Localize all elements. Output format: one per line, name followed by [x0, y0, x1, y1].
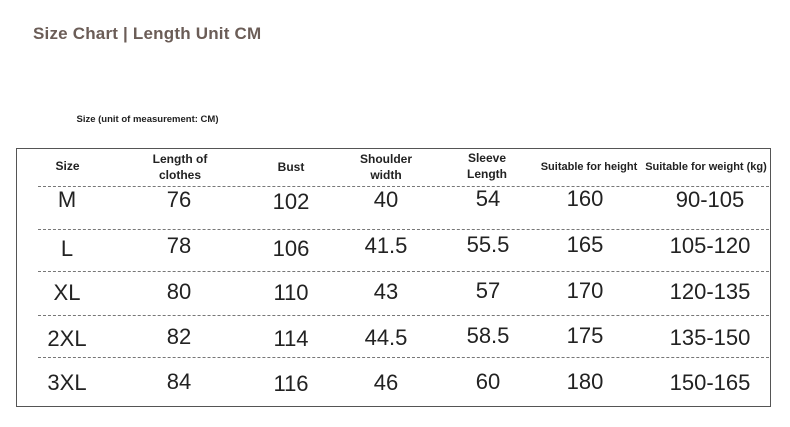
cell-size: XL [53, 280, 81, 305]
header-shoulder: Shoulder width [359, 152, 412, 182]
cell-sleeve: 54 [475, 186, 501, 211]
cell-bust: 102 [272, 189, 310, 214]
cell-weight: 120-135 [669, 279, 751, 304]
cell-weight: 105-120 [669, 233, 751, 258]
cell-sleeve: 60 [475, 369, 501, 394]
cell-height: 180 [566, 369, 604, 394]
row-separator [38, 357, 769, 358]
cell-bust: 110 [273, 280, 309, 305]
cell-shoulder: 40 [373, 187, 399, 212]
row-separator [38, 229, 769, 230]
cell-length: 84 [166, 369, 192, 394]
header-height: Suitable for height [540, 161, 638, 173]
header-weight: Suitable for weight (kg) [645, 161, 767, 173]
cell-height: 160 [566, 186, 604, 211]
cell-sleeve: 55.5 [466, 232, 510, 257]
cell-length: 82 [166, 324, 192, 349]
cell-weight: 150-165 [669, 370, 751, 395]
cell-height: 175 [566, 323, 604, 348]
cell-size: L [60, 236, 74, 261]
cell-weight: 135-150 [669, 325, 751, 350]
cell-shoulder: 43 [373, 279, 399, 304]
cell-size: M [57, 187, 77, 212]
header-length: Length of clothes [152, 152, 208, 182]
cell-weight: 90-105 [675, 187, 745, 212]
row-separator [38, 271, 769, 272]
cell-sleeve: 57 [475, 278, 501, 303]
cell-length: 80 [166, 279, 192, 304]
cell-height: 170 [566, 278, 604, 303]
page-title: Size Chart | Length Unit CM [33, 24, 262, 43]
header-sleeve: Sleeve Length [467, 151, 507, 181]
cell-shoulder: 46 [373, 370, 399, 395]
cell-bust: 116 [273, 371, 309, 396]
cell-length: 78 [166, 233, 192, 258]
cell-bust: 114 [273, 326, 309, 351]
cell-height: 165 [566, 232, 604, 257]
cell-length: 76 [166, 187, 192, 212]
cell-shoulder: 41.5 [364, 233, 408, 258]
header-size: Size [55, 159, 80, 173]
cell-size: 2XL [47, 326, 87, 351]
table-subtitle: Size (unit of measurement: CM) [76, 114, 219, 125]
row-separator [38, 315, 769, 316]
row-separator [38, 186, 769, 187]
cell-shoulder: 44.5 [364, 325, 408, 350]
cell-bust: 106 [272, 236, 310, 261]
cell-size: 3XL [47, 370, 87, 395]
cell-sleeve: 58.5 [466, 323, 510, 348]
header-bust: Bust [277, 160, 305, 174]
